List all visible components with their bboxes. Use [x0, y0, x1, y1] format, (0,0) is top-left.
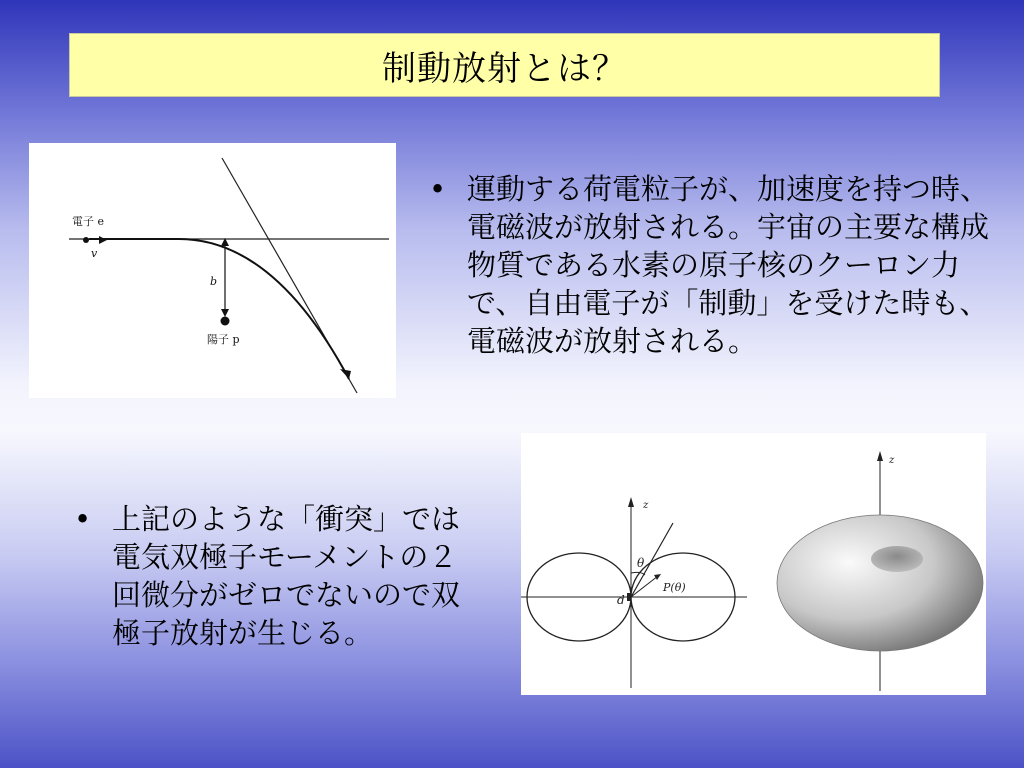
velocity-label: v	[91, 247, 98, 260]
bullet-text: 上記のような「衝突」では電気双極子モーメントの２回微分がゼロでないので双極子放射が生じる。	[112, 502, 461, 650]
bullet-list-bottom	[74, 500, 482, 652]
proton-dot	[221, 317, 230, 326]
trajectory-diagram	[29, 143, 396, 398]
dipole-marker	[627, 593, 631, 601]
title-box	[69, 33, 940, 97]
electron-trajectory	[89, 239, 349, 379]
torus-hole	[871, 546, 923, 572]
impact-parameter-label: b	[210, 275, 218, 288]
electron-label: 電子 e	[72, 215, 105, 228]
dipole-label: d	[617, 593, 625, 607]
torus-body	[777, 515, 983, 651]
radiation-pattern-diagram	[521, 433, 986, 695]
bullet-item	[74, 500, 482, 652]
bullet-marker: •	[74, 502, 92, 536]
power-label: P(θ)	[663, 581, 686, 594]
proton-label: 陽子 p	[207, 333, 240, 346]
dipole-radiation-figure	[521, 433, 986, 695]
theta-label: θ	[637, 556, 645, 570]
electron-dot	[83, 237, 89, 243]
z-label-left: z	[643, 500, 649, 511]
bremsstrahlung-trajectory-figure	[29, 143, 396, 398]
bullet-marker: •	[429, 172, 447, 206]
bullet-list-top	[429, 170, 997, 360]
bullet-item	[429, 170, 997, 360]
trajectory-arrowhead	[340, 369, 351, 379]
bullet-text: 運動する荷電粒子が、加速度を持つ時、電磁波が放射される。宇宙の主要な構成物質である水素の原子核のクーロン力で、自由電子が「制動」を受けた時も、電磁波が放射される。	[467, 172, 990, 358]
page-title: 制動放射とは？	[382, 48, 627, 89]
velocity-arrowhead	[99, 236, 107, 244]
z-label-right: z	[889, 455, 895, 466]
